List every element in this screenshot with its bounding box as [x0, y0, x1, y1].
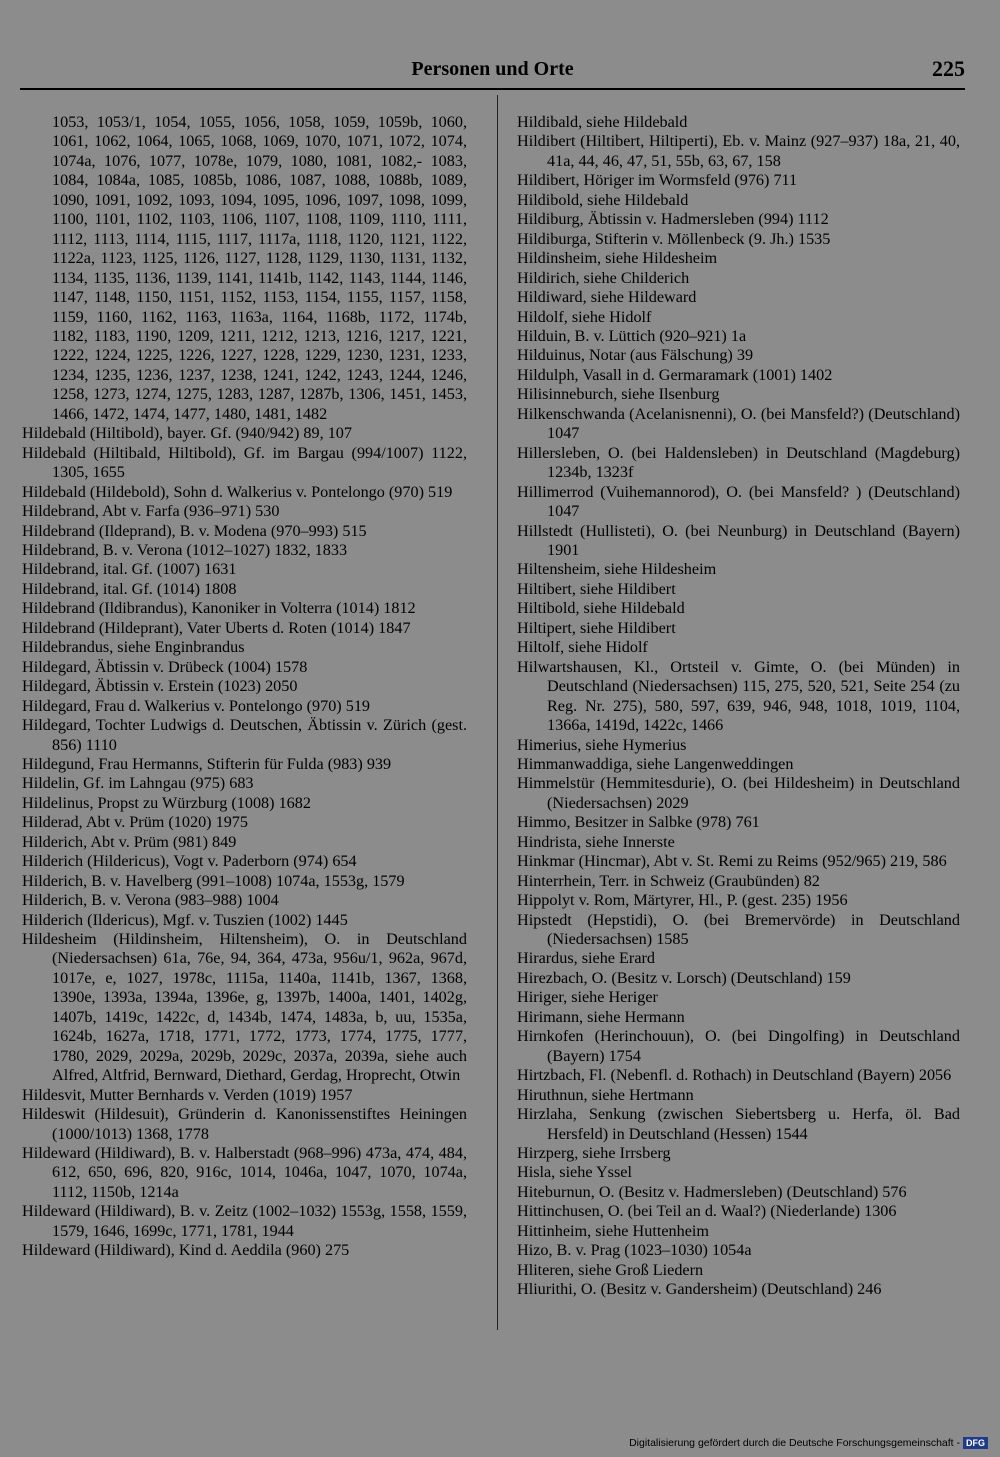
index-entry: Hildiburga, Stifterin v. Möllenbeck (9. Jh.) 1535	[517, 229, 831, 248]
index-entry: Hilisinneburch, siehe Ilsenburg	[517, 385, 720, 404]
index-column-left	[22, 113, 467, 1261]
footer-credit: Digitalisierung gefördert durch die Deutsche Forschungsgemeinschaft -	[629, 1437, 960, 1449]
index-entry: Hiruthnun, siehe Hertmann	[517, 1085, 694, 1104]
index-entry: Hildebrand (Ildeprand), B. v. Modena (970–993) 515	[22, 521, 367, 540]
index-entry: Hildesvit, Mutter Bernhards v. Verden (1019) 1957	[22, 1085, 353, 1104]
index-entry: Hildibert (Hiltibert, Hiltiperti), Eb. v. Mainz (927–937) 18a, 21, 40, 41a, 44, 46, 47, 51, 55b, 63, 67, 158	[517, 132, 960, 170]
index-entry: Hliurithi, O. (Besitz v. Gandersheim) (Deutschland) 246	[517, 1280, 882, 1299]
index-entry: Hildegard, Äbtissin v. Drübeck (1004) 1578	[22, 657, 308, 676]
index-entry: Hildeward (Hildiward), Kind d. Aeddila (960) 275	[22, 1241, 350, 1260]
index-entry: Hilduinus, Notar (aus Fälschung) 39	[517, 346, 754, 365]
index-entry: Hildeward (Hildiward), B. v. Zeitz (1002–1032) 1553g, 1558, 1559, 1579, 1646, 1699c, 1771, 1781, 1944	[22, 1202, 467, 1240]
header-rule	[20, 88, 965, 90]
index-entry: Hilderich, B. v. Havelberg (991–1008) 1074a, 1553g, 1579	[22, 871, 405, 890]
index-entry: Hilkenschwanda (Acelanisnenni), O. (bei Mansfeld?) (Deutschland) 1047	[517, 404, 960, 443]
index-entry: Hliteren, siehe Groß Liedern	[517, 1260, 704, 1279]
index-entry: Hilderad, Abt v. Prüm (1020) 1975	[22, 813, 248, 832]
index-entry: Hilderich, B. v. Verona (983–988) 1004	[22, 891, 279, 910]
index-entry: Hildebrand (Hildeprant), Vater Uberts d. Roten (1014) 1847	[22, 618, 411, 637]
index-column-right	[517, 113, 960, 1300]
dfg-logo: DFG	[963, 1437, 988, 1449]
index-entry: Hilwartshausen, Kl., Ortsteil v. Gimte, O. (bei Münden) in Deutschland (Niedersachsen) 115, 275, 520, 521, Seite 254 (zu Reg. Nr. 275), 580, 597, 639, 946, 948, 1018, 1019, 1104, 1366a, 1419d, 1422c, 1466	[517, 657, 960, 735]
index-entry: Hilderich (Hildericus), Vogt v. Paderborn (974) 654	[22, 852, 357, 871]
index-entry: Hildibert, Höriger im Wormsfeld (976) 711	[517, 171, 798, 190]
index-entry: Hildirich, siehe Childerich	[517, 268, 690, 287]
index-entry: Hiteburnun, O. (Besitz v. Hadmersleben) (Deutschland) 576	[517, 1182, 907, 1201]
index-entry: Hildesheim (Hildinsheim, Hiltensheim), O. in Deutschland (Niedersachsen) 61a, 76e, 94, 364, 473a, 956u/1, 962a, 967d, 1017e, e, 1027, 1978c, 1115a, 1140a, 1141b, 1367, 1368, 1390e, 1393a, 1394a, 1396e, g, 1397b, 1400a, 1401, 1402g, 1407b, 1419c, 1422c, d, 1434b, 1474, 1483a, b, uu, 1535a, 1624b, 1627a, 1718, 1771, 1772, 1773, 1774, 1775, 1777, 1780, 2029, 2029a, 2029b, 2029c, 2037a, 2039a, siehe auch Alfred, Altfrid, Bernward, Diethard, Gerdag, Hroprecht, Otwin	[22, 930, 467, 1085]
index-entry: Himmo, Besitzer in Salbke (978) 761	[517, 813, 760, 832]
index-entry: Hildebrand, ital. Gf. (1007) 1631	[22, 560, 237, 579]
index-entry: Hirzperg, siehe Irrsberg	[517, 1144, 671, 1163]
index-entry: Hinkmar (Hincmar), Abt v. St. Remi zu Reims (952/965) 219, 586	[517, 852, 947, 871]
index-entry: Himerius, siehe Hymerius	[517, 735, 687, 754]
index-entry: Hildegard, Äbtissin v. Erstein (1023) 2050	[22, 677, 298, 696]
index-entry: Hillimerrod (Vuihemannorod), O. (bei Mansfeld? ) (Deutschland) 1047	[517, 482, 960, 521]
index-entry: Hillersleben, O. (bei Haldensleben) in Deutschland (Magdeburg) 1234b, 1323f	[517, 443, 960, 482]
index-entry: Hildolf, siehe Hidolf	[517, 307, 652, 326]
index-entry: Hildinsheim, siehe Hildesheim	[517, 249, 718, 268]
index-entry: Himmanwaddiga, siehe Langenweddingen	[517, 754, 794, 773]
running-title: Personen und Orte	[411, 58, 574, 80]
page-number: 225	[932, 56, 965, 81]
index-entry: Hisla, siehe Yssel	[517, 1163, 632, 1182]
index-entry: Hildebald (Hiltibold), bayer. Gf. (940/942) 89, 107	[22, 424, 352, 443]
index-entry: Hildebrand, Abt v. Farfa (936–971) 530	[22, 502, 280, 521]
index-entry: Hiltensheim, siehe Hildesheim	[517, 560, 717, 579]
index-entry: Hiltolf, siehe Hidolf	[517, 638, 648, 657]
index-entry: Hiltibert, siehe Hildibert	[517, 579, 676, 598]
index-entry: Hilderich, Abt v. Prüm (981) 849	[22, 832, 237, 851]
index-entry: Hirtzbach, Fl. (Nebenfl. d. Rothach) in Deutschland (Bayern) 2056	[517, 1066, 952, 1085]
index-entry: Hiltipert, siehe Hildibert	[517, 618, 676, 637]
index-entry: Hildebrand (Ildibrandus), Kanoniker in Volterra (1014) 1812	[22, 599, 416, 618]
index-entry: Hildelinus, Propst zu Würzburg (1008) 1682	[22, 793, 311, 812]
index-entry: Hildegard, Frau d. Walkerius v. Pontelongo (970) 519	[22, 696, 371, 715]
index-entry: Hildeward (Hildiward), B. v. Halberstadt (968–996) 473a, 474, 484, 612, 650, 696, 820, 916c, 1014, 1046a, 1047, 1070, 1074a, 1112, 1150b, 1214a	[22, 1144, 467, 1201]
index-entry: Hiriger, siehe Heriger	[517, 988, 658, 1007]
index-entry: Hipstedt (Hepstidi), O. (bei Bremervörde) in Deutschland (Niedersachsen) 1585	[517, 910, 960, 949]
index-entry: 1053, 1053/1, 1054, 1055, 1056, 1058, 1059, 1059b, 1060, 1061, 1062, 1064, 1065, 1068, 1069, 1070, 1071, 1072, 1074, 1074a, 1076, 1077, 1078e, 1079, 1080, 1081, 1082,- 1083, 1084, 1084a, 1085, 1085b, 1086, 1087, 1088, 1088b, 1089, 1090, 1091, 1092, 1093, 1094, 1095, 1096, 1097, 1098, 1099, 1100, 1101, 1102, 1103, 1106, 1107, 1108, 1109, 1110, 1111, 1112, 1113, 1114, 1115, 1117, 1117a, 1118, 1120, 1121, 1122, 1122a, 1123, 1125, 1126, 1127, 1128, 1129, 1130, 1131, 1132, 1134, 1135, 1136, 1139, 1141, 1141b, 1142, 1143, 1144, 1146, 1147, 1148, 1150, 1151, 1152, 1153, 1154, 1155, 1157, 1158, 1159, 1160, 1162, 1163, 1163a, 1164, 1168b, 1172, 1174b, 1182, 1183, 1190, 1209, 1211, 1212, 1213, 1216, 1217, 1221, 1222, 1224, 1225, 1226, 1227, 1228, 1229, 1230, 1231, 1233, 1234, 1235, 1236, 1237, 1238, 1241, 1242, 1243, 1244, 1246, 1258, 1273, 1274, 1275, 1283, 1287, 1287b, 1306, 1451, 1453, 1466, 1472, 1474, 1477, 1480, 1481, 1482	[52, 113, 467, 423]
index-entry: Hizo, B. v. Prag (1023–1030) 1054a	[517, 1241, 752, 1260]
index-entry: Hirnkofen (Herinchouun), O. (bei Dingolfing) in Deutschland (Bayern) 1754	[517, 1027, 960, 1065]
index-entry: Hiltibold, siehe Hildebald	[517, 599, 685, 618]
index-entry: Hindrista, siehe Innerste	[517, 832, 675, 851]
index-entry: Hildegard, Tochter Ludwigs d. Deutschen, Äbtissin v. Zürich (gest. 856) 1110	[22, 716, 467, 754]
index-entry: Hildegund, Frau Hermanns, Stifterin für Fulda (983) 939	[22, 754, 392, 773]
index-entry: Hittinheim, siehe Huttenheim	[517, 1221, 709, 1240]
index-entry: Hildebrandus, siehe Enginbrandus	[22, 638, 245, 657]
index-entry: Hirzlaha, Senkung (zwischen Siebertsberg u. Herfa, öl. Bad Hersfeld) in Deutschland (Hessen) 1544	[517, 1105, 960, 1143]
index-entry: Hirimann, siehe Hermann	[517, 1007, 685, 1026]
footer	[0, 1437, 988, 1449]
index-entry: Hirezbach, O. (Besitz v. Lorsch) (Deutschland) 159	[517, 968, 851, 987]
index-entry: Hildeswit (Hildesuit), Gründerin d. Kanonissenstiftes Heiningen (1000/1013) 1368, 1778	[22, 1105, 467, 1143]
index-entry: Hilduin, B. v. Lüttich (920–921) 1a	[517, 326, 747, 345]
index-entry: Hilderich (Ildericus), Mgf. v. Tuszien (1002) 1445	[22, 910, 348, 929]
index-entry: Hildebrand, ital. Gf. (1014) 1808	[22, 579, 237, 598]
index-entry: Hildebrand, B. v. Verona (1012–1027) 1832, 1833	[22, 540, 348, 559]
index-entry: Hillstedt (Hullisteti), O. (bei Neunburg) in Deutschland (Bayern) 1901	[517, 521, 960, 559]
index-entry: Hildebald (Hiltibald, Hiltibold), Gf. im Bargau (994/1007) 1122, 1305, 1655	[22, 443, 467, 482]
index-entry: Hildibald, siehe Hildebald	[517, 113, 688, 131]
index-entry: Hirardus, siehe Erard	[517, 949, 655, 968]
page-header	[20, 50, 965, 90]
index-entry: Hildibold, siehe Hildebald	[517, 190, 689, 209]
index-entry: Hildebald (Hildebold), Sohn d. Walkerius v. Pontelongo (970) 519	[22, 482, 453, 501]
index-entry: Hippolyt v. Rom, Märtyrer, Hl., P. (gest. 235) 1956	[517, 891, 848, 910]
index-entry: Hittinchusen, O. (bei Teil an d. Waal?) (Niederlande) 1306	[517, 1202, 897, 1221]
index-entry: Hildelin, Gf. im Lahngau (975) 683	[22, 774, 254, 793]
index-entry: Hildulph, Vasall in d. Germaramark (1001) 1402	[517, 365, 833, 384]
index-entry: Hildiward, siehe Hildeward	[517, 288, 697, 307]
index-entry: Hinterrhein, Terr. in Schweiz (Graubünden) 82	[517, 871, 820, 890]
index-entry: Himmelstür (Hemmitesdurie), O. (bei Hildesheim) in Deutschland (Niedersachsen) 2029	[517, 774, 960, 812]
index-entry: Hildiburg, Äbtissin v. Hadmersleben (994) 1112	[517, 210, 829, 229]
column-divider	[497, 95, 498, 1330]
